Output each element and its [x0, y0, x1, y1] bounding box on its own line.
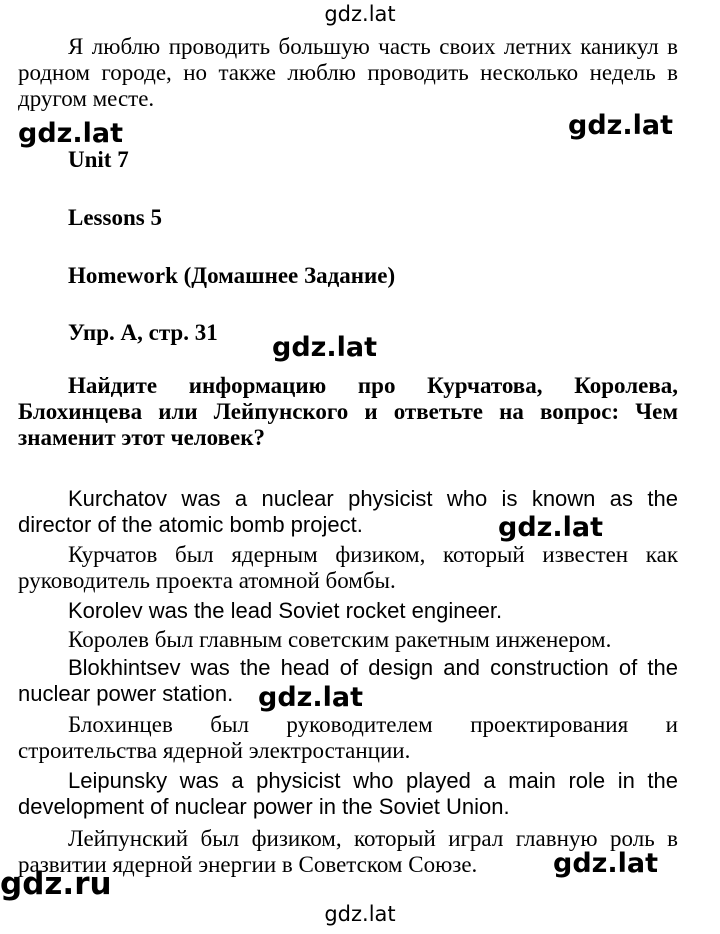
exercise-heading: Упр. A, стр. 31: [68, 320, 218, 345]
lesson-heading: Lessons 5: [68, 205, 162, 230]
watermark-left-1: gdz.lat: [18, 118, 124, 149]
watermark-center-1: gdz.lat: [272, 332, 378, 363]
answer-en-korolev: Korolev was the lead Soviet rocket engineer.: [68, 598, 503, 623]
task-paragraph: Найдите информацию про Курчатова, Королева, Блохинцева или Лейпунского и ответьте на вопрос: Чем знаменит этот человек?: [18, 373, 678, 450]
answer-ru-blokhintsev: Блохинцев был руководителем проектирования и строительства ядерной электростанции.: [18, 712, 678, 763]
answer-en-leipunsky: Leipunsky was a physicist who played a main role in the development of nuclear power in the Soviet Union.: [18, 768, 678, 819]
answer-ru-leipunsky: Лейпунский был физиком, который играл главную роль в развитии ядерной энергии в Советском Союзе.: [18, 826, 678, 877]
watermark-bottom: gdz.lat: [324, 902, 396, 926]
answer-ru-kurchatov: Курчатов был ядерным физиком, который известен как руководитель проекта атомной бомбы.: [18, 542, 678, 593]
watermark-right-1: gdz.lat: [568, 110, 674, 141]
watermark-gdz-ru: gdz.ru: [0, 866, 112, 902]
unit-heading: Unit 7: [68, 147, 129, 172]
answer-en-kurchatov: Kurchatov was a nuclear physicist who is known as the director of the atomic bomb project.: [18, 486, 678, 537]
homework-heading: Homework (Домашнее Задание): [68, 263, 396, 288]
intro-paragraph: Я люблю проводить большую часть своих летних каникул в родном городе, но также люблю проводить несколько недель в другом месте.: [18, 34, 678, 111]
answer-en-blokhintsev: Blokhintsev was the head of design and construction of the nuclear power station.: [18, 655, 678, 706]
watermark-top: gdz.lat: [324, 2, 396, 26]
answer-ru-korolev: Королев был главным советским ракетным инженером.: [68, 627, 612, 652]
watermark-center-2: gdz.lat: [258, 682, 364, 713]
watermark-right-2: gdz.lat: [498, 512, 604, 543]
watermark-right-3: gdz.lat: [553, 848, 659, 879]
